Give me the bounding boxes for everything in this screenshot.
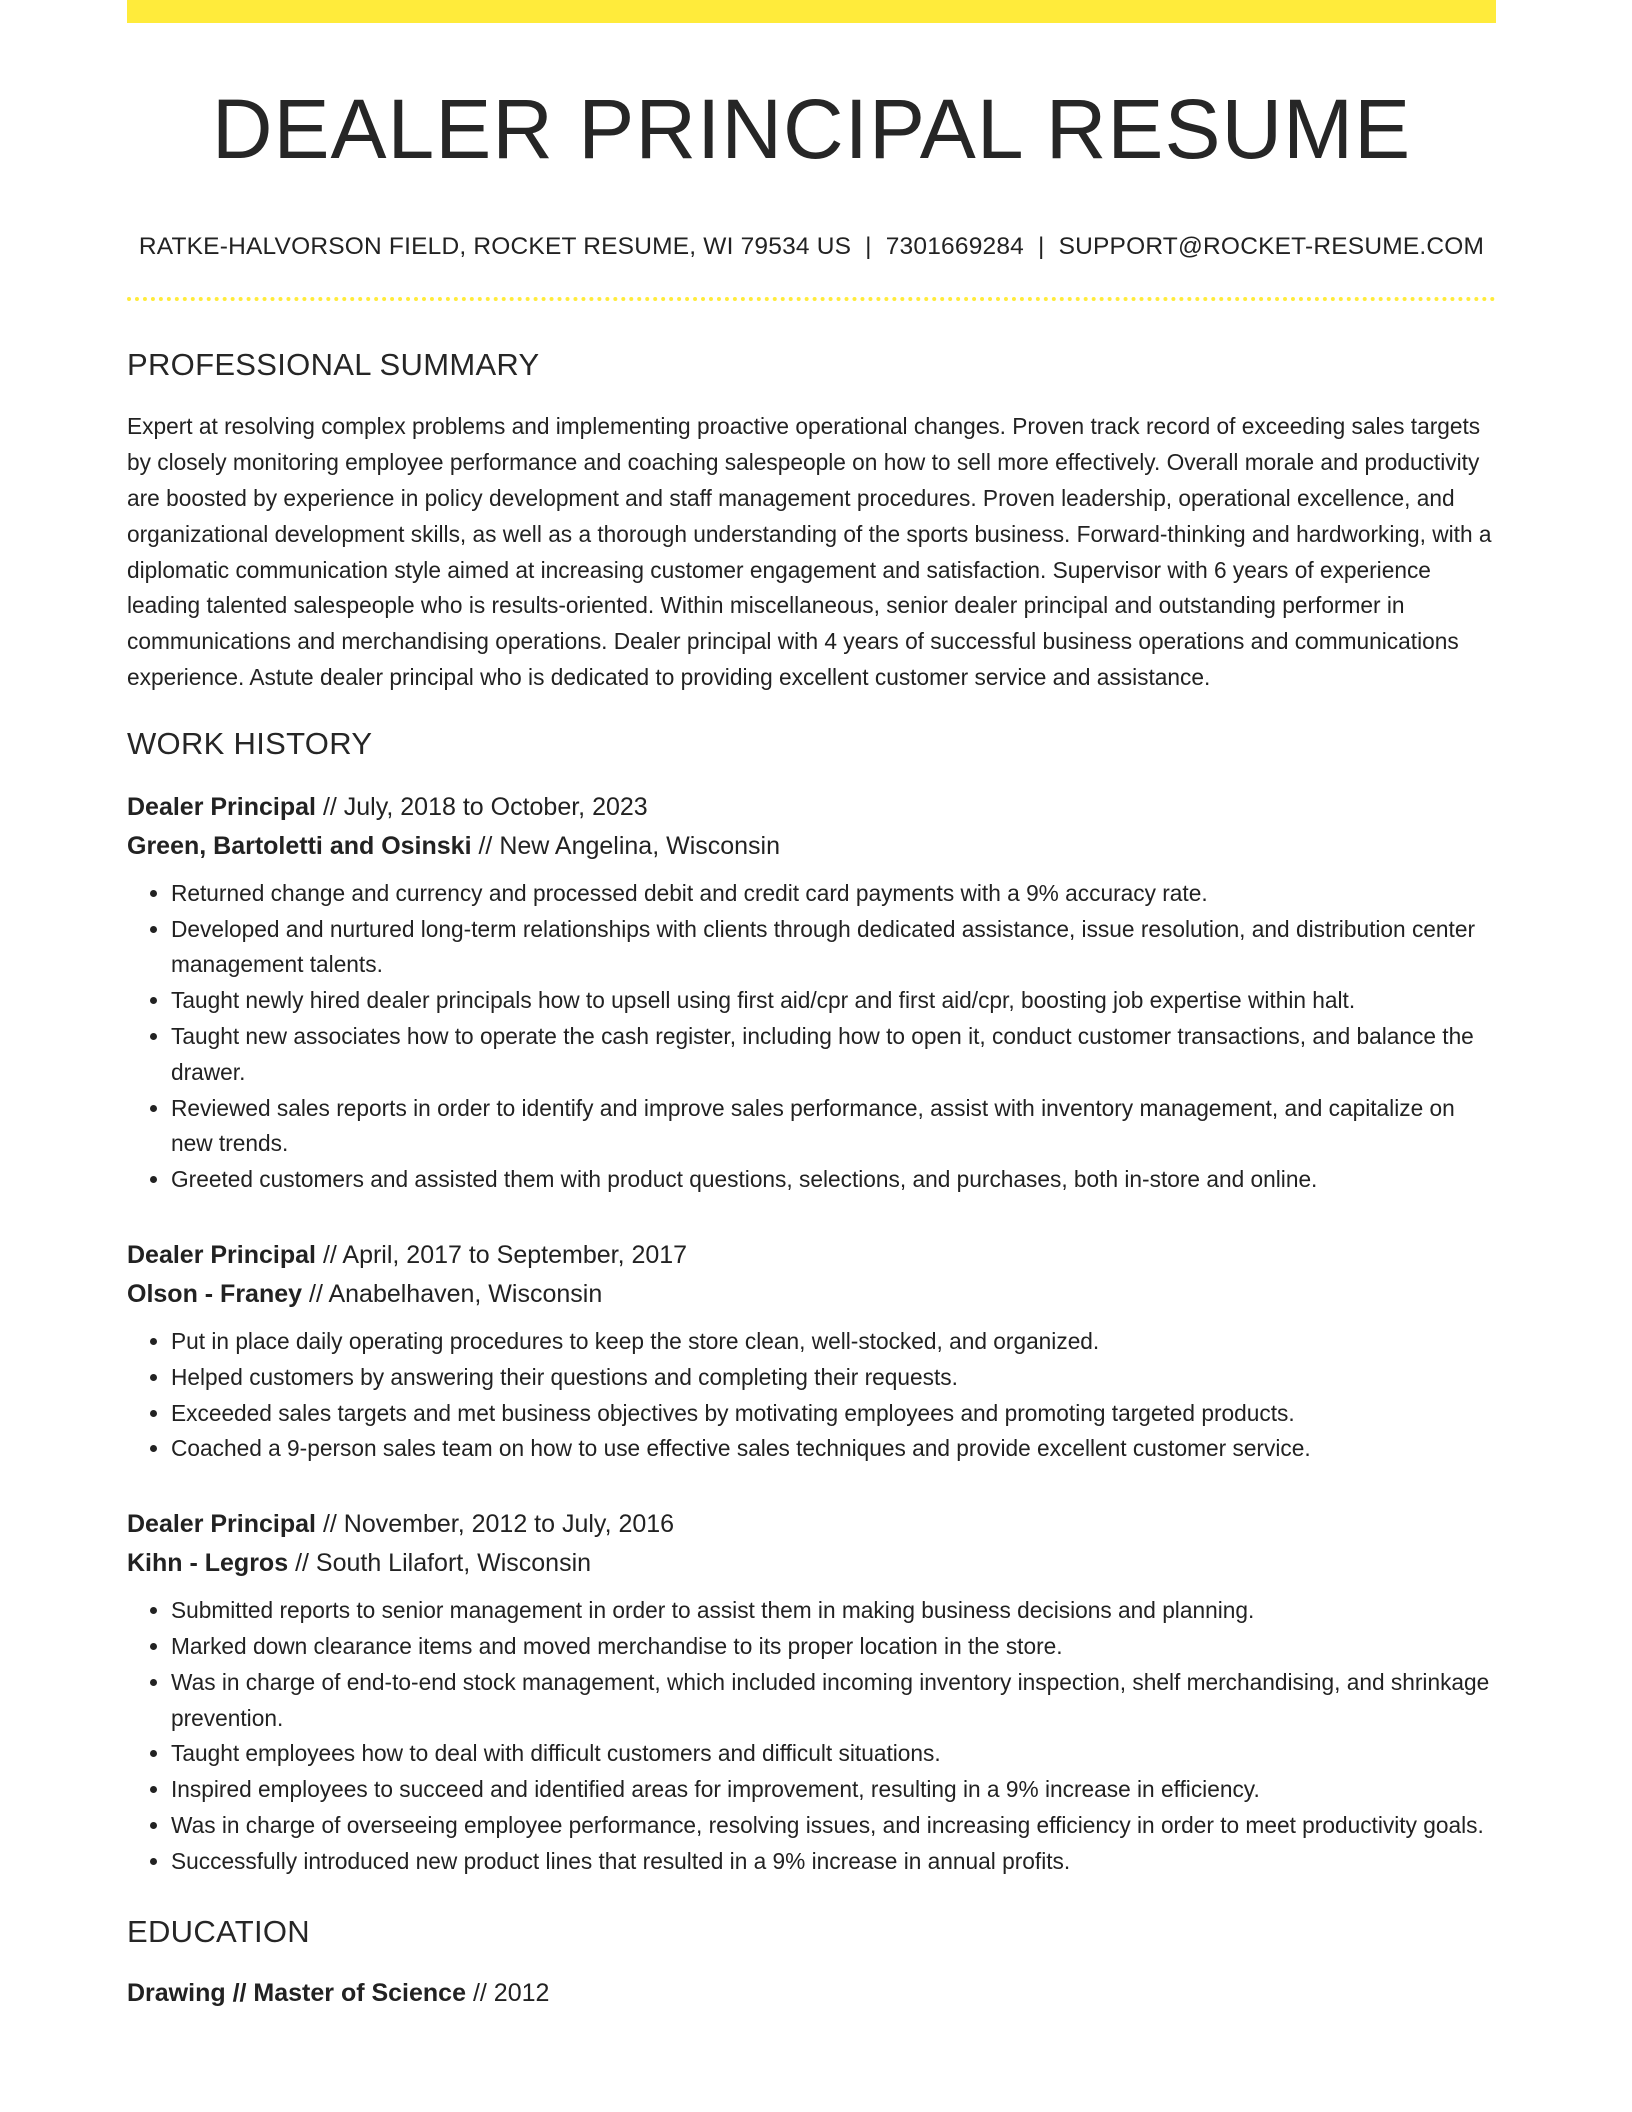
job-dates: // July, 2018 to October, 2023 bbox=[322, 792, 648, 821]
job-bullet: • Greeted customers and assisted them with product questions, selections, and purchases, both in-store and online. bbox=[171, 1162, 1496, 1198]
job-bullet: • Submitted reports to senior management in order to assist them in making business decisions and planning. bbox=[171, 1593, 1496, 1629]
contact-line bbox=[127, 233, 1496, 261]
resume-title: DEALER PRINCIPAL RESUME bbox=[211, 82, 1412, 176]
job-bullet: • Taught newly hired dealer principals how to upsell using first aid/cpr and first aid/cpr, boosting job expertise within halt. bbox=[171, 983, 1496, 1019]
dotted-divider bbox=[127, 297, 1496, 301]
job-bullet: • Was in charge of overseeing employee performance, resolving issues, and increasing efficiency in order to meet productivity goals. bbox=[171, 1808, 1496, 1844]
job-bullet: • Successfully introduced new product lines that resulted in a 9% increase in annual profits. bbox=[171, 1844, 1496, 1880]
job-entry bbox=[127, 1505, 1496, 1879]
job-bullet: • Marked down clearance items and moved merchandise to its proper location in the store. bbox=[171, 1629, 1496, 1665]
job-title-line bbox=[127, 788, 1496, 827]
contact-email: SUPPORT@ROCKET-RESUME.COM bbox=[1058, 233, 1485, 261]
job-location: // New Angelina, Wisconsin bbox=[478, 831, 781, 860]
contact-separator: | bbox=[1038, 233, 1045, 261]
job-title: Dealer Principal bbox=[127, 1510, 316, 1539]
job-title: Dealer Principal bbox=[127, 792, 316, 821]
job-bullets bbox=[127, 876, 1496, 1198]
accent-top-bar bbox=[127, 0, 1496, 23]
resume-page bbox=[127, 0, 1496, 2013]
summary-text: Expert at resolving complex problems and implementing proactive operational changes. Proven track record of exceeding sales targets by closely monitoring employee performance and coaching salespeople on how to sell more effectively. Overall morale and productivity are boosted by experience in policy development and staff management procedures. Proven leadership, operational excellence, and organizational development skills, as well as a thorough understanding of the sports business. Forward-thinking and hardworking, with a diplomatic communication style aimed at increasing customer engagement and satisfaction. Supervisor with 6 years of experience leading talented salespeople who is results-oriented. Within miscellaneous, senior dealer principal and outstanding performer in communications and merchandising operations. Dealer principal with 4 years of successful business operations and communications experience. Astute dealer principal who is dedicated to providing excellent customer service and assistance. bbox=[127, 413, 1492, 690]
job-company: Green, Bartoletti and Osinski bbox=[127, 831, 472, 860]
work-history-heading: WORK HISTORY bbox=[127, 725, 373, 761]
contact-phone: 7301669284 bbox=[885, 233, 1024, 261]
job-bullet: • Helped customers by answering their questions and completing their requests. bbox=[171, 1360, 1496, 1396]
job-company: Kihn - Legros bbox=[127, 1549, 289, 1578]
education-entry bbox=[127, 1974, 1496, 2013]
job-company-line bbox=[127, 1544, 1496, 1583]
education-degree: Drawing // Master of Science bbox=[127, 1978, 466, 2007]
job-bullet: • Was in charge of end-to-end stock management, which included incoming inventory inspection, shelf merchandising, and shrinkage prevention. bbox=[171, 1665, 1496, 1737]
job-company-line bbox=[127, 827, 1496, 866]
job-bullet: • Exceeded sales targets and met business objectives by motivating employees and promoting targeted products. bbox=[171, 1396, 1496, 1432]
education-year: // 2012 bbox=[472, 1978, 550, 2007]
summary-heading: PROFESSIONAL SUMMARY bbox=[127, 347, 540, 383]
contact-address: RATKE-HALVORSON FIELD, ROCKET RESUME, WI 79534 US bbox=[138, 233, 852, 261]
job-title: Dealer Principal bbox=[127, 1240, 316, 1269]
job-bullets bbox=[127, 1324, 1496, 1467]
job-company: Olson - Franey bbox=[127, 1279, 303, 1308]
job-bullet: • Coached a 9-person sales team on how to use effective sales techniques and provide excellent customer service. bbox=[171, 1431, 1496, 1467]
job-entry bbox=[127, 1236, 1496, 1467]
job-dates: // November, 2012 to July, 2016 bbox=[322, 1510, 675, 1539]
job-company-line bbox=[127, 1275, 1496, 1314]
job-dates: // April, 2017 to September, 2017 bbox=[322, 1240, 688, 1269]
job-bullet: • Put in place daily operating procedures to keep the store clean, well-stocked, and organized. bbox=[171, 1324, 1496, 1360]
job-bullet: • Developed and nurtured long-term relationships with clients through dedicated assistance, issue resolution, and distribution center management talents. bbox=[171, 912, 1496, 984]
job-location: // South Lilafort, Wisconsin bbox=[295, 1549, 592, 1578]
job-bullet: • Taught employees how to deal with difficult customers and difficult situations. bbox=[171, 1736, 1496, 1772]
job-title-line bbox=[127, 1505, 1496, 1544]
job-bullet: • Taught new associates how to operate the cash register, including how to open it, conduct customer transactions, and balance the drawer. bbox=[171, 1019, 1496, 1091]
education-heading: EDUCATION bbox=[127, 1913, 310, 1949]
job-bullet: • Inspired employees to succeed and identified areas for improvement, resulting in a 9% increase in efficiency. bbox=[171, 1772, 1496, 1808]
contact-separator: | bbox=[865, 233, 872, 261]
job-bullet: • Reviewed sales reports in order to identify and improve sales performance, assist with inventory management, and capitalize on new trends. bbox=[171, 1091, 1496, 1163]
job-entry bbox=[127, 788, 1496, 1198]
job-bullet: • Returned change and currency and processed debit and credit card payments with a 9% accuracy rate. bbox=[171, 876, 1496, 912]
job-title-line bbox=[127, 1236, 1496, 1275]
job-bullets bbox=[127, 1593, 1496, 1879]
job-location: // Anabelhaven, Wisconsin bbox=[309, 1279, 603, 1308]
